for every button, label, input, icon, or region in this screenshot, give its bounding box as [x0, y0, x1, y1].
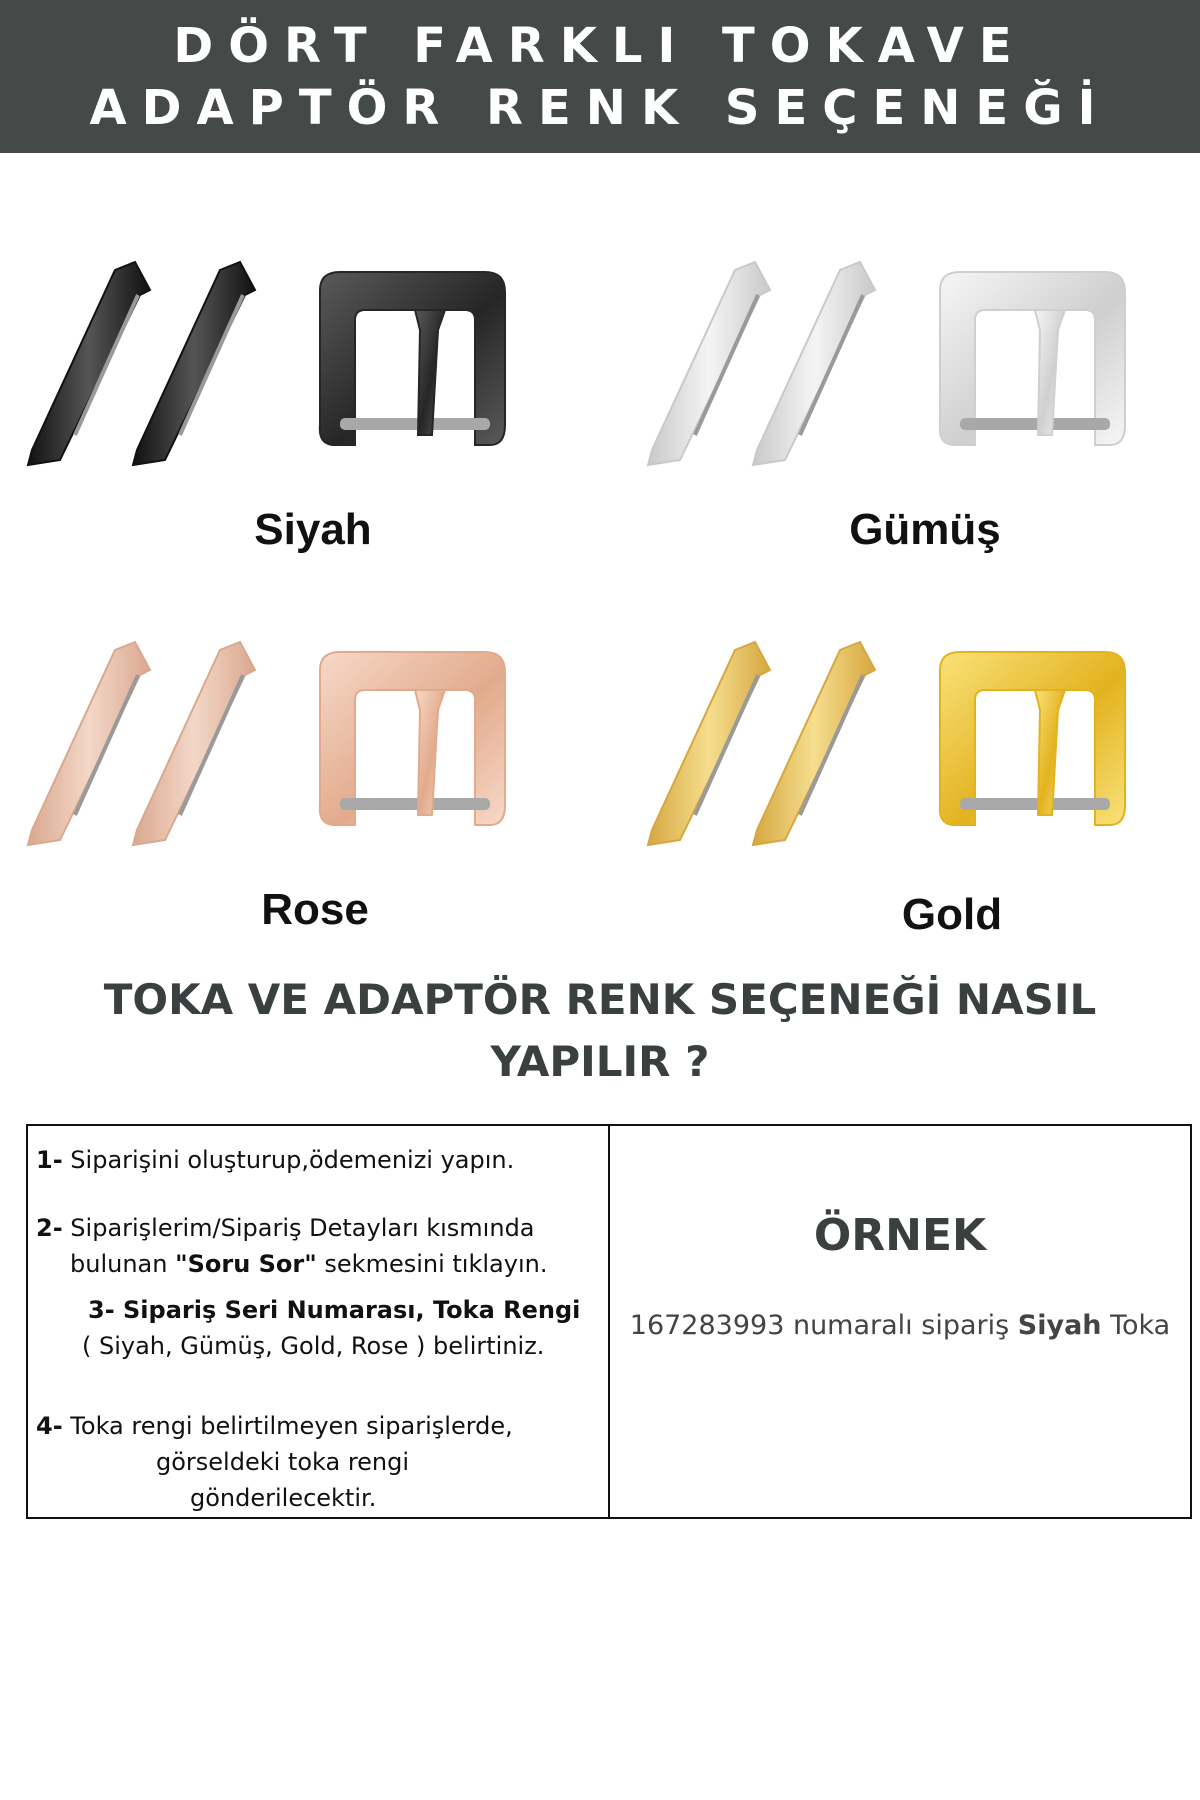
- example-title: ÖRNEK: [813, 1210, 987, 1261]
- buckle-bar: [340, 418, 490, 430]
- adapter-1: [28, 262, 150, 465]
- color-label-gold: Gold: [901, 890, 1003, 939]
- step-4-line3: [190, 1480, 376, 1516]
- step-3-colors-text: ( Siyah, Gümüş, Gold, Rose ) belirtiniz.: [82, 1332, 545, 1360]
- step-2-soru-sor: "Soru Sor": [175, 1250, 317, 1278]
- buckle-bar: [340, 798, 490, 810]
- step-2-text-a: Siparişlerim/Sipariş Detayları kısmında: [62, 1214, 535, 1242]
- product-gumus-image: [640, 250, 1180, 480]
- step-2-number: 2-: [36, 1214, 63, 1242]
- product-siyah-image: [20, 250, 560, 480]
- step-4-line1: [36, 1408, 513, 1444]
- color-label-rose: Rose: [261, 885, 369, 934]
- buckle-tongue: [415, 310, 445, 435]
- product-illustration: [640, 250, 1180, 480]
- adapter-1: [648, 642, 770, 845]
- step-4-number: 4-: [36, 1412, 63, 1440]
- example-text-a: 167283993 numaralı sipariş: [629, 1310, 1018, 1341]
- example-text-c: Toka: [1101, 1310, 1171, 1341]
- step-4-text-a: Toka rengi belirtilmeyen siparişlerde,: [62, 1412, 513, 1440]
- product-rose-image: [20, 630, 560, 860]
- step-1-number: 1-: [36, 1146, 63, 1174]
- step-4-text-b: görseldeki toka rengi: [156, 1448, 410, 1476]
- adapter-2: [753, 642, 875, 845]
- adapter-1: [28, 642, 150, 845]
- step-3-line2: [82, 1328, 544, 1364]
- header-title-line1: DÖRT FARKLI TOKAVE: [173, 18, 1027, 74]
- instructions-heading-line2: YAPILIR ?: [490, 1037, 710, 1086]
- adapter-1: [648, 262, 770, 465]
- buckle-tongue: [1035, 690, 1065, 815]
- buckle-tongue: [1035, 310, 1065, 435]
- color-label-siyah: Siyah: [254, 505, 372, 554]
- product-illustration: [20, 250, 560, 480]
- buckle-bar: [960, 418, 1110, 430]
- step-2-text-b1: bulunan: [70, 1250, 176, 1278]
- buckle-bar: [960, 798, 1110, 810]
- step-2-line1: [36, 1210, 535, 1246]
- step-1-text: Siparişini oluşturup,ödemenizi yapın.: [62, 1146, 515, 1174]
- example-text: [610, 1310, 1190, 1341]
- step-3-line1: [88, 1292, 580, 1328]
- buckle-tongue: [415, 690, 445, 815]
- header-title-line2: ADAPTÖR RENK SEÇENEĞİ: [89, 80, 1111, 136]
- adapter-2: [133, 262, 255, 465]
- product-gold-image: [640, 630, 1180, 860]
- header-banner: [0, 0, 1200, 153]
- adapter-2: [753, 262, 875, 465]
- product-illustration: [640, 630, 1180, 860]
- instructions-heading-line1: TOKA VE ADAPTÖR RENK SEÇENEĞİ NASIL: [103, 975, 1097, 1024]
- step-3-bold-text: 3- Sipariş Seri Numarası, Toka Rengi: [88, 1296, 581, 1324]
- step-4-line2: [156, 1444, 409, 1480]
- example-text-color: Siyah: [1017, 1310, 1102, 1341]
- step-4-text-c: gönderilecektir.: [190, 1484, 377, 1512]
- step-2-text-b3: sekmesini tıklayın.: [316, 1250, 548, 1278]
- step-2-line2: [70, 1246, 547, 1282]
- color-label-gumus: Gümüş: [849, 505, 1001, 554]
- adapter-2: [133, 642, 255, 845]
- step-1: [36, 1142, 514, 1178]
- product-illustration: [20, 630, 560, 860]
